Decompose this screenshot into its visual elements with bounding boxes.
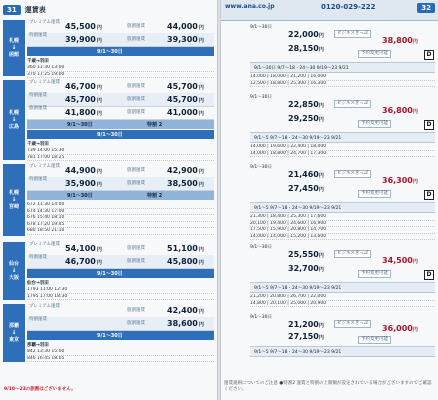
fare-row: 特割運賃 46,700円 旅割運賃 45,800円 xyxy=(27,255,214,269)
d-badge: D xyxy=(424,120,434,130)
fare-row: 特割運賃 35,900円 旅割運賃 38,500円 xyxy=(27,177,214,191)
fare-block-3: 9/1〜30日 21,460円 27,450円 ビジネスきっぷ 36,300円 予約変更可能 D 9/1〜5 9/7〜18・24〜30 9/19〜23 9/21 21,300 | 18,400 | 25,300 | 17,600 20,100 | 19,400 | 24,600 | 16,900 17,500 | 15,900 | 20,800 | 14,700 14,000 | 14,000 | 15,200 | 13,600 xyxy=(224,164,435,240)
date-strip: 9/1〜5 9/7〜18・24〜30 9/19〜23 9/21 xyxy=(250,282,435,293)
fare-row: プレミアム運賃 44,900円 旅割運賃 42,900円 xyxy=(27,164,214,178)
sub-label: 千歳→羽田 xyxy=(27,59,49,64)
right-page-header xyxy=(221,0,438,21)
page-title: 運賃表 xyxy=(24,6,46,14)
fare-row: プレミアム運賃 54,100円 旅割運賃 51,100円 xyxy=(27,242,214,256)
route-label: 仙台 ↓ 大阪 xyxy=(3,242,25,300)
route-block-2 xyxy=(3,80,214,160)
phone-number: 0120-029-222 xyxy=(321,3,376,11)
fare-row: 特割運賃 旅割運賃 38,600円 xyxy=(27,317,214,331)
page-number-left: 31 xyxy=(3,5,21,15)
route-label: 那覇 ↓ 東京 xyxy=(3,304,25,362)
left-page-header xyxy=(3,3,46,17)
d-badge: D xyxy=(424,270,434,280)
route-block-4 xyxy=(3,242,214,300)
route-block-1 xyxy=(3,20,214,76)
left-page xyxy=(0,0,217,400)
period-band: 9/1〜30日 xyxy=(27,47,214,56)
flight-list: 842 13:30 15:00 846 16:45 18:05 xyxy=(27,349,214,362)
fare-row: プレミアム運賃 45,500円 旅割運賃 44,000円 xyxy=(27,20,214,34)
period-band: 9/1〜30日 xyxy=(27,331,214,340)
fare-row: 旅割運賃 41,800円 旅割運賃 41,000円 xyxy=(27,106,214,120)
fare-block-4: 9/1〜30日 25,550円 32,700円 ビジネスきっぷ 34,500円 予約変更可能 D 9/1〜5 9/7〜18・24〜30 9/19〜23 9/21 21,200 | 20,800 | 26,700 | 22,000 14,800 | 20,100 | 25,000 | 20,900 xyxy=(224,244,435,310)
d-badge: D xyxy=(424,50,434,60)
period-band: 9/1〜30日 特割 2 xyxy=(27,191,214,200)
right-page xyxy=(221,0,438,400)
fare-row: プレミアム運賃 旅割運賃 42,400円 xyxy=(27,304,214,318)
fare-row: 特割運賃 45,700円 旅割運賃 45,700円 xyxy=(27,93,214,107)
flight-list: 1793 11:00 12:30 1795 17:00 18:30 xyxy=(27,287,214,300)
sub-label: 千歳→羽田 xyxy=(27,142,49,147)
route-label: 札幌 ↓ 宮崎 xyxy=(3,164,25,236)
sub-label: 那覇→羽田 xyxy=(27,343,49,348)
fare-row: プレミアム運賃 46,700円 旅割運賃 45,700円 xyxy=(27,80,214,94)
date-strip: 9/1〜30日 9/7〜18・24〜30 9/19〜23 9/21 xyxy=(250,62,435,73)
route-block-5 xyxy=(3,304,214,362)
left-footnote: 9/10〜23の旅割はございません。 xyxy=(4,387,76,392)
period-band: 9/1〜30日 特割 2 xyxy=(27,120,214,129)
date-strip: 9/1〜5 9/7〜18・24〜30 9/19〜23 9/21 xyxy=(250,202,435,213)
date-strip: 9/1〜5 9/7〜18・24〜30 9/19〜23 9/21 xyxy=(250,132,435,143)
page-number-right: 32 xyxy=(417,3,435,13)
flight-list: 739 14:00 15:30 781 17:00 18:25 xyxy=(27,148,214,161)
fare-block-1: 9/1〜30日 22,000円 28,150円 ビジネスきっぷ 38,800円 予約変更可能 D 9/1〜30日 9/7〜18・24〜30 9/19〜23 9/21 14,000 | 18,000 | 21,200 | 16,000 12,500 | 18,800 | 25,300 | 16,300 xyxy=(224,24,435,90)
flight-list: 360 11:30 13:00 370 17:25 19:00 xyxy=(27,65,214,78)
d-badge: D xyxy=(424,190,434,200)
flight-list: 672 11:30 14:00 674 14:30 17:00 676 15:40 18:10 678 17:20 19:45 680 18:50 21:10 xyxy=(27,202,214,235)
right-footnote: 運賃規則についてのご注意 ●特割2 運賃と特割の上限額が設定されている場合がございますのでご確認ください。 xyxy=(224,381,432,392)
period-band-2: 9/1〜30日 xyxy=(27,130,214,139)
fare-block-5: 9/1〜30日 21,200円 27,150円 ビジネスきっぷ 36,000円 予約変更可能 9/1〜5 9/7〜18・24〜30 9/19〜23 9/21 xyxy=(224,314,435,362)
site-url[interactable]: www.ana.co.jp xyxy=(225,3,275,10)
route-label: 札幌 ↓ 函館 xyxy=(3,20,25,76)
route-block-3 xyxy=(3,164,214,236)
route-label: 札幌 ↓ 広島 xyxy=(3,80,25,160)
sub-label: 仙台→羽田 xyxy=(27,281,49,286)
fare-block-2: 9/1〜30日 22,850円 29,250円 ビジネスきっぷ 36,800円 予約変更可能 D 9/1〜5 9/7〜18・24〜30 9/19〜23 9/21 14,000 | 19,600 | 22,400 | 18,000 14,000 | 18,800 | 24,700 | 17,300 xyxy=(224,94,435,160)
date-strip: 9/1〜5 9/7〜18・24〜30 9/19〜23 9/21 xyxy=(250,346,435,357)
fare-row: 特割運賃 39,900円 旅割運賃 39,300円 xyxy=(27,33,214,47)
period-band: 9/1〜30日 xyxy=(27,269,214,278)
